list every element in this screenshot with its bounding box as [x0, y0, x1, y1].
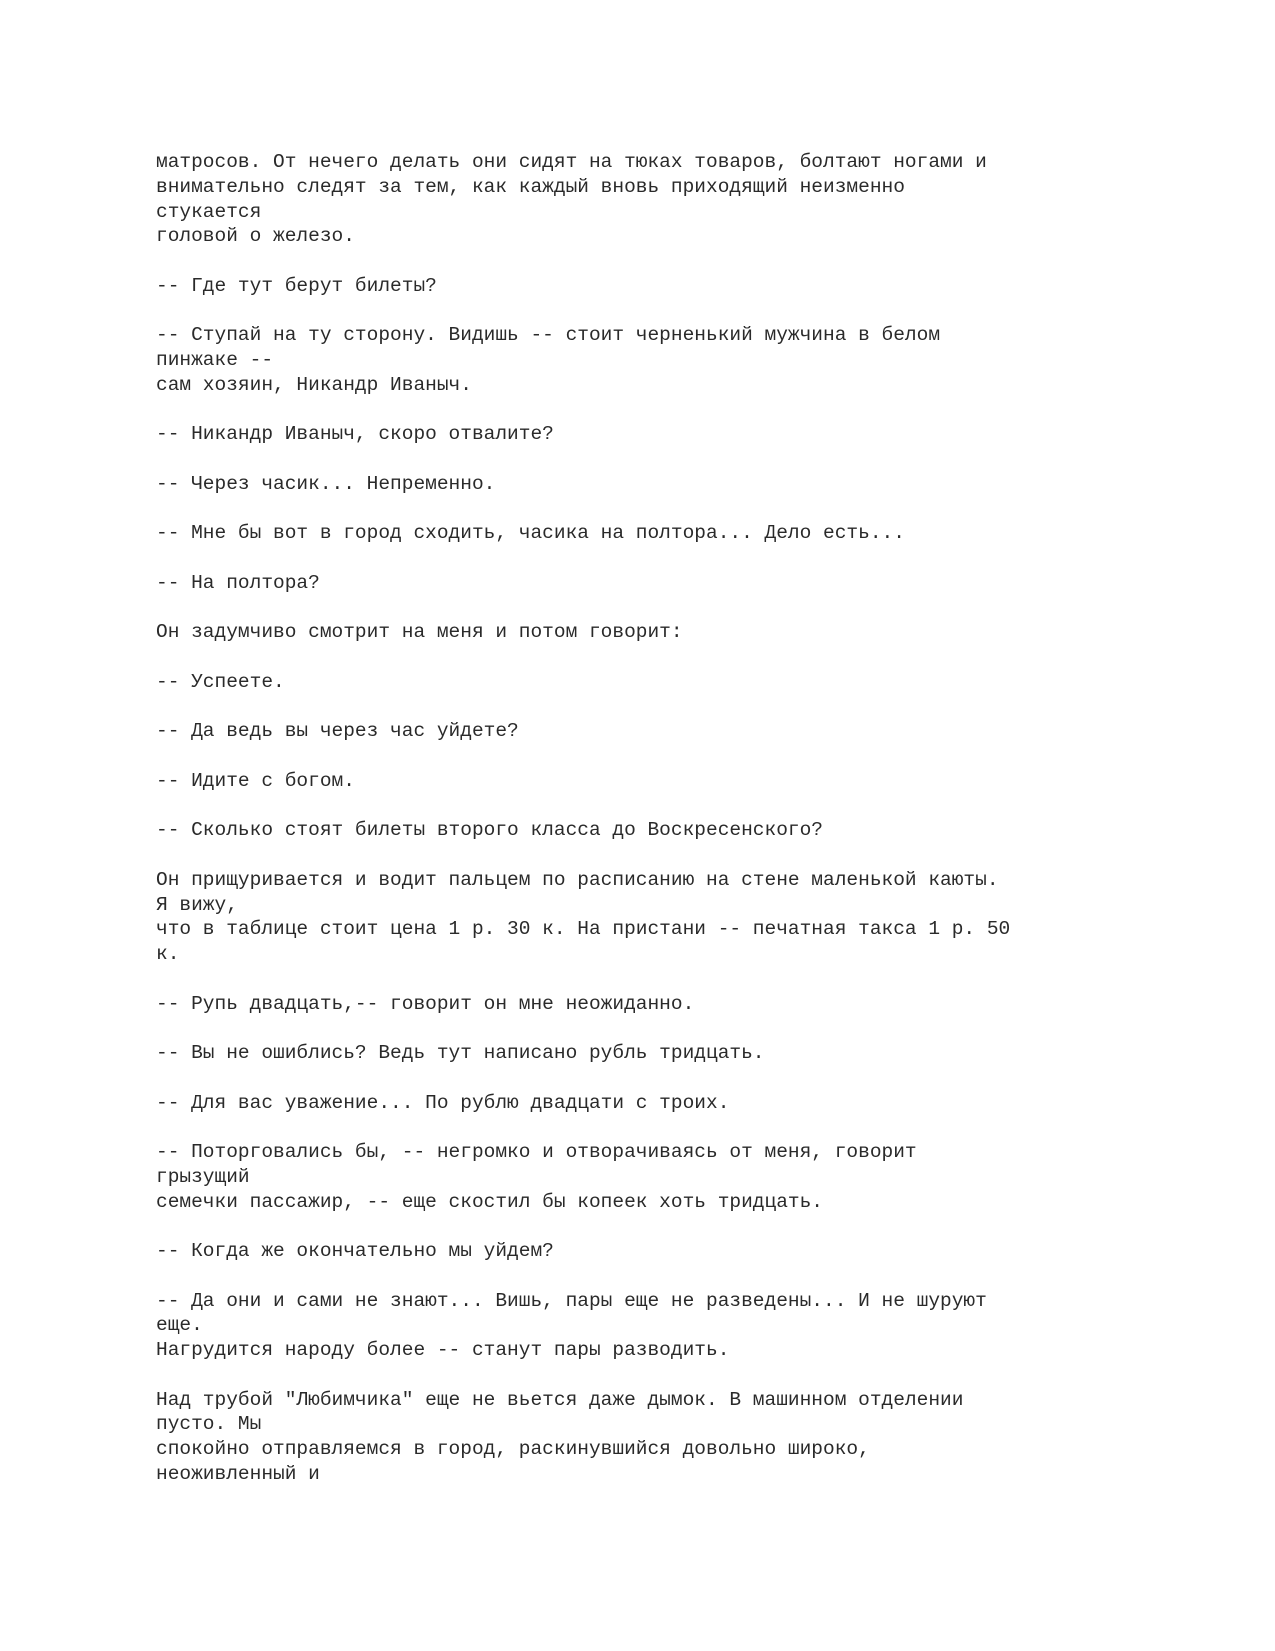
blank-line: [156, 497, 1156, 522]
text-line: -- Ступай на ту сторону. Видишь -- стоит черненький мужчина в белом: [156, 324, 941, 347]
text-line: головой о железо.: [156, 225, 355, 248]
blank-line: [156, 1016, 1156, 1041]
text-line: пусто. Мы: [156, 1413, 262, 1436]
blank-line: [156, 299, 1156, 324]
document-text: [156, 150, 1156, 1487]
text-line: -- Да они и сами не знают... Вишь, пары еще не разведены... И не шуруют: [156, 1289, 987, 1312]
text-line: -- На полтора?: [156, 571, 320, 594]
text-line: к.: [156, 943, 180, 965]
blank-line: [156, 645, 1156, 670]
text-line: -- Поторговались бы, -- негромко и отворачиваясь от меня, говорит: [156, 1141, 917, 1163]
blank-line: [156, 843, 1156, 868]
blank-line: [156, 1264, 1156, 1289]
text-line: Он прищуривается и водит пальцем по расписанию на стене маленькой каюты.: [156, 868, 999, 891]
blank-line: [156, 744, 1156, 769]
blank-line: [156, 794, 1156, 819]
text-line: пинжаке --: [156, 349, 274, 371]
blank-line: [156, 1066, 1156, 1091]
text-line: Нагрудится народу более -- станут пары разводить.: [156, 1339, 730, 1361]
blank-line: [156, 695, 1156, 720]
text-line: -- Вы не ошиблись? Ведь тут написано рубль тридцать.: [156, 1042, 765, 1064]
text-line: -- Мне бы вот в город сходить, часика на полтора... Дело есть...: [156, 522, 905, 545]
text-line: -- Успеете.: [156, 670, 285, 693]
text-line: -- Через часик... Непременно.: [156, 472, 496, 495]
text-line: семечки пассажир, -- еще скостил бы копеек хоть тридцать.: [156, 1190, 824, 1213]
text-line: -- Рупь двадцать,-- говорит он мне неожиданно.: [156, 992, 695, 1015]
blank-line: [156, 398, 1156, 423]
blank-line: [156, 967, 1156, 992]
text-line: стукается: [156, 200, 262, 223]
blank-line: [156, 546, 1156, 571]
text-line: спокойно отправляемся в город, раскинувшийся довольно широко,: [156, 1438, 870, 1460]
text-line: еще.: [156, 1314, 203, 1337]
text-line: -- Где тут берут билеты?: [156, 274, 437, 297]
text-line: -- Сколько стоят билеты второго класса до Воскресенского?: [156, 819, 824, 842]
text-line: -- Никандр Иваныч, скоро отвалите?: [156, 423, 554, 446]
text-line: сам хозяин, Никандр Иваныч.: [156, 373, 472, 396]
text-line: -- Для вас уважение... По рублю двадцати с троих.: [156, 1091, 730, 1114]
blank-line: [156, 596, 1156, 621]
text-line: матросов. От нечего делать они сидят на тюках товаров, болтают ногами и: [156, 151, 987, 173]
text-line: Над трубой "Любимчика" еще не вьется даже дымок. В машинном отделении: [156, 1388, 964, 1411]
text-line: что в таблице стоит цена 1 р. 30 к. На пристани -- печатная такса 1 р. 50: [156, 918, 1011, 941]
blank-line: [156, 249, 1156, 274]
text-line: -- Когда же окончательно мы уйдем?: [156, 1240, 554, 1262]
blank-line: [156, 1363, 1156, 1388]
text-line: внимательно следят за тем, как каждый вновь приходящий неизменно: [156, 175, 905, 198]
blank-line: [156, 447, 1156, 472]
text-line: Он задумчиво смотрит на меня и потом говорит:: [156, 621, 683, 644]
text-line: неоживленный и: [156, 1462, 320, 1485]
text-line: Я вижу,: [156, 893, 238, 916]
blank-line: [156, 1115, 1156, 1140]
text-line: -- Да ведь вы через час уйдете?: [156, 720, 519, 743]
text-line: грызущий: [156, 1165, 250, 1188]
text-line: -- Идите с богом.: [156, 769, 355, 792]
blank-line: [156, 1214, 1156, 1239]
